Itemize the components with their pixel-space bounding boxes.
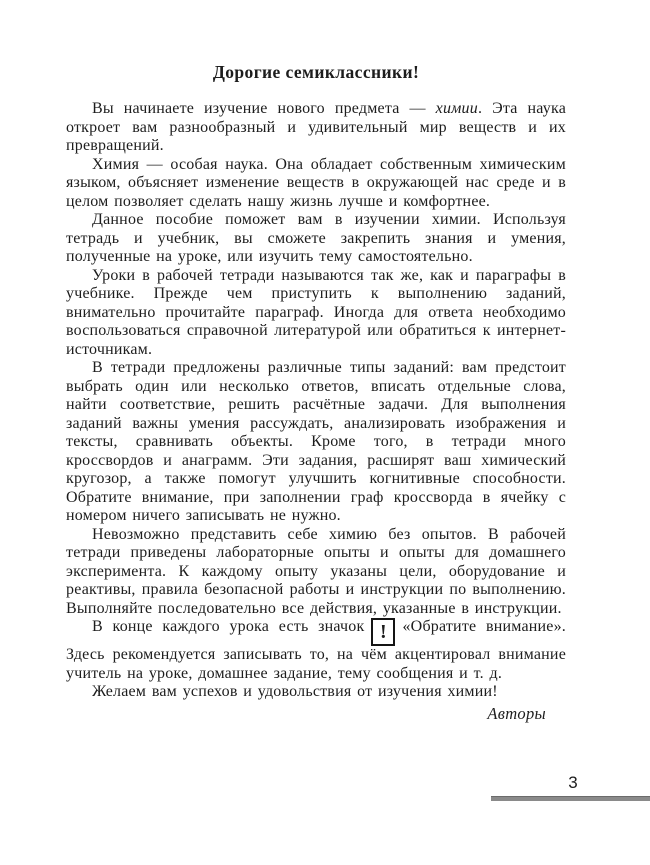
intro-paragraph-7 bbox=[66, 618, 566, 683]
page-number: 3 bbox=[568, 773, 578, 792]
paragraph-text: . Эта наука откроет вам разнообразный и удивительный мир веществ и их превращений. bbox=[66, 100, 566, 154]
paragraph-text: Вы начинаете изучение нового предмета — bbox=[92, 100, 436, 117]
intro-paragraph-1 bbox=[66, 100, 566, 156]
footer-rule bbox=[491, 796, 650, 801]
intro-paragraph-4: Уроки в рабочей тетради называются так же, как и параграфы в учебнике. Прежде чем приступить к выполнению заданий, внимательно прочитайте параграф. Иногда для ответа необходимо воспользоваться справочной литературой или обратиться к интернет-источникам. bbox=[66, 266, 566, 358]
intro-paragraph-8: Желаем вам успехов и удовольствия от изучения химии! bbox=[92, 683, 498, 700]
exclamation-attention-icon: ! bbox=[371, 618, 395, 646]
intro-paragraph-3: Данное пособие поможет вам в изучении химии. Используя тетрадь и учебник, вы сможете закрепить знания и умения, полученные на уроке, или изучить тему самостоятельно. bbox=[66, 211, 566, 265]
page-title: Дорогие семиклассники! bbox=[212, 62, 420, 82]
paragraph-text: В конце каждого урока есть значок bbox=[92, 618, 365, 635]
authors-signature: Авторы bbox=[487, 703, 546, 723]
italic-term-chemistry: химии bbox=[435, 100, 478, 117]
paragraph-text: «Обратите внимание». Здесь рекомендуется записывать то, на чём акцентировал внимание учитель на уроке, домашнее задание, тему сообщения и т. д. bbox=[66, 618, 567, 682]
intro-paragraph-2: Химия — особая наука. Она обладает собственным химическим языком, объясняет изменение веществ в окружающей нас среде и в целом позволяет сделать нашу жизнь лучше и комфортнее. bbox=[66, 155, 566, 210]
intro-paragraph-6: Невозможно представить себе химию без опытов. В рабочей тетради приведены лабораторные опыты и опыты для домашнего эксперимента. К каждому опыту указаны цели, оборудование и реактивы, правила безопасной работы и инструкции по выполнению. Выполняйте последовательно все действия, указанные в инструкции. bbox=[66, 525, 566, 617]
book-page bbox=[66, 62, 566, 723]
intro-text bbox=[66, 100, 566, 702]
intro-paragraph-5: В тетради предложены различные типы заданий: вам предстоит выбрать один или несколько ответов, вписать отдельные слова, найти соответствие, решить расчётные задачи. Для выполнения заданий важны умения рассуждать, анализировать изображения и тексты, сравнивать объекты. Кроме того, в тетради много кроссвордов и анаграмм. Эти задания, расширят ваш химический кругозор, а также помогут улучшить когнитивные способности. Обратите внимание, при заполнении граф кроссворда в ячейку с номером ничего записывать не нужно. bbox=[66, 359, 566, 524]
